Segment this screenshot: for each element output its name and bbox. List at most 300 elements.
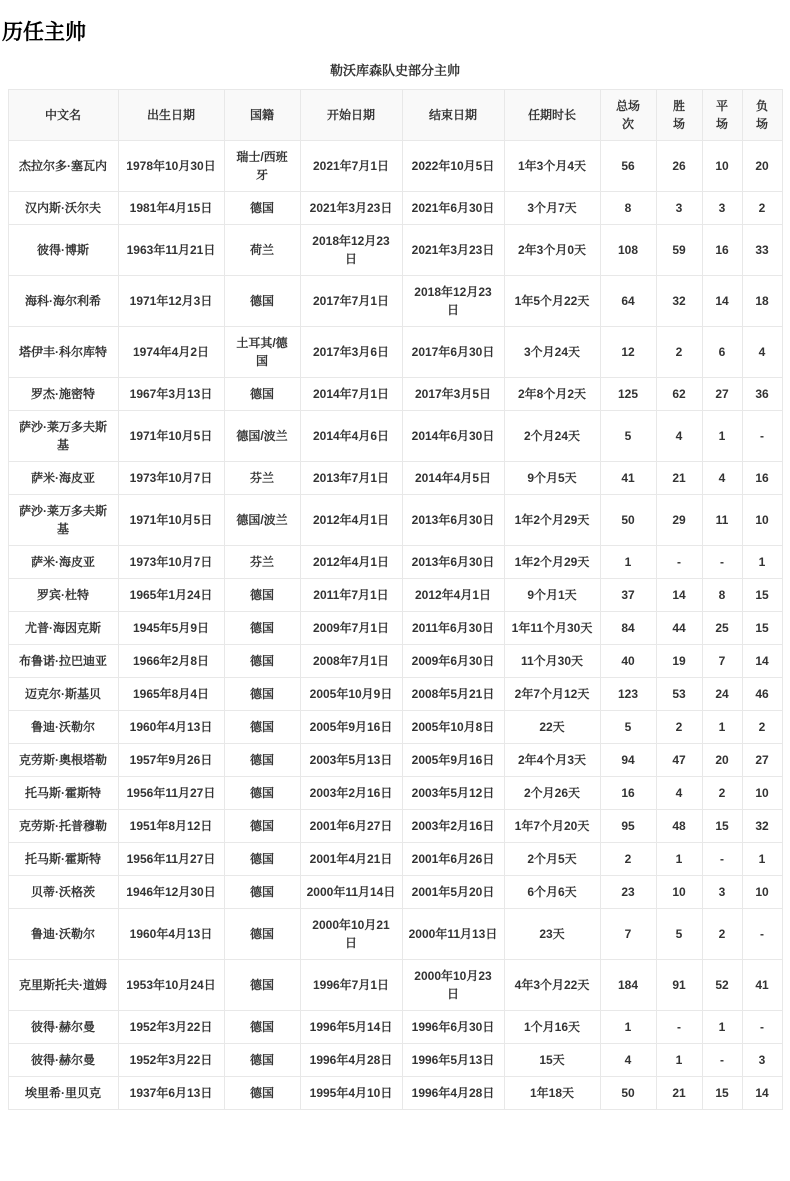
cell-start_date: 2017年7月1日 xyxy=(300,276,402,327)
cell-start_date: 2014年4月6日 xyxy=(300,411,402,462)
cell-wins: 2 xyxy=(656,711,702,744)
cell-end_date: 2014年4月5日 xyxy=(402,462,504,495)
table-row xyxy=(8,744,782,777)
cell-end_date: 2000年11月13日 xyxy=(402,909,504,960)
cell-name: 萨米·海皮亚 xyxy=(8,546,118,579)
table-row xyxy=(8,810,782,843)
cell-end_date: 2017年6月30日 xyxy=(402,327,504,378)
cell-end_date: 1996年4月28日 xyxy=(402,1077,504,1110)
cell-start_date: 1995年4月10日 xyxy=(300,1077,402,1110)
cell-losses: 4 xyxy=(742,327,782,378)
column-header-label: 国籍 xyxy=(249,108,274,122)
cell-duration: 2个月24天 xyxy=(504,411,600,462)
cell-total_matches: 123 xyxy=(600,678,656,711)
column-header-wins xyxy=(656,90,702,141)
cell-losses: 18 xyxy=(742,276,782,327)
cell-total_matches: 1 xyxy=(600,546,656,579)
cell-name: 贝蒂·沃格茨 xyxy=(8,876,118,909)
cell-wins: - xyxy=(656,546,702,579)
cell-duration: 15天 xyxy=(504,1044,600,1077)
cell-birth_date: 1971年12月3日 xyxy=(118,276,224,327)
cell-birth_date: 1963年11月21日 xyxy=(118,225,224,276)
column-header-label: 出生日期 xyxy=(146,108,195,122)
cell-end_date: 2021年3月23日 xyxy=(402,225,504,276)
cell-nationality: 瑞士/西班牙 xyxy=(224,141,300,192)
cell-end_date: 2012年4月1日 xyxy=(402,579,504,612)
cell-draws: 16 xyxy=(702,225,742,276)
cell-draws: 25 xyxy=(702,612,742,645)
cell-end_date: 2011年6月30日 xyxy=(402,612,504,645)
page-title: 历任主帅 xyxy=(2,21,86,44)
cell-name: 彼得·博斯 xyxy=(8,225,118,276)
cell-nationality: 德国 xyxy=(224,1044,300,1077)
cell-end_date: 2013年6月30日 xyxy=(402,495,504,546)
table-row xyxy=(8,192,782,225)
cell-end_date: 1996年6月30日 xyxy=(402,1011,504,1044)
column-header-label: 结束日期 xyxy=(428,108,477,122)
cell-start_date: 2001年4月21日 xyxy=(300,843,402,876)
cell-losses: - xyxy=(742,909,782,960)
cell-birth_date: 1974年4月2日 xyxy=(118,327,224,378)
cell-losses: 20 xyxy=(742,141,782,192)
column-header-birth_date xyxy=(118,90,224,141)
cell-losses: 16 xyxy=(742,462,782,495)
cell-draws: 24 xyxy=(702,678,742,711)
cell-wins: 1 xyxy=(656,1044,702,1077)
cell-end_date: 2001年5月20日 xyxy=(402,876,504,909)
cell-start_date: 2003年2月16日 xyxy=(300,777,402,810)
column-header-label: 任期时长 xyxy=(527,108,576,122)
cell-draws: 1 xyxy=(702,411,742,462)
cell-draws: 2 xyxy=(702,909,742,960)
column-header-label: 胜场 xyxy=(672,99,685,131)
cell-end_date: 2008年5月21日 xyxy=(402,678,504,711)
cell-name: 克劳斯·奥根塔勒 xyxy=(8,744,118,777)
cell-nationality: 德国/波兰 xyxy=(224,495,300,546)
table-row xyxy=(8,777,782,810)
cell-birth_date: 1960年4月13日 xyxy=(118,711,224,744)
column-header-start_date xyxy=(300,90,402,141)
cell-wins: 29 xyxy=(656,495,702,546)
column-header-label: 总场次 xyxy=(615,99,640,131)
cell-total_matches: 1 xyxy=(600,1011,656,1044)
cell-total_matches: 12 xyxy=(600,327,656,378)
cell-total_matches: 40 xyxy=(600,645,656,678)
table-row xyxy=(8,225,782,276)
cell-name: 罗宾·杜特 xyxy=(8,579,118,612)
cell-losses: 14 xyxy=(742,1077,782,1110)
cell-start_date: 2018年12月23日 xyxy=(300,225,402,276)
cell-duration: 9个月1天 xyxy=(504,579,600,612)
cell-birth_date: 1957年9月26日 xyxy=(118,744,224,777)
cell-end_date: 2003年2月16日 xyxy=(402,810,504,843)
cell-wins: 3 xyxy=(656,192,702,225)
table-row xyxy=(8,1077,782,1110)
cell-name: 海科·海尔利希 xyxy=(8,276,118,327)
cell-duration: 1年11个月30天 xyxy=(504,612,600,645)
cell-losses: 1 xyxy=(742,546,782,579)
cell-birth_date: 1952年3月22日 xyxy=(118,1011,224,1044)
cell-nationality: 德国 xyxy=(224,612,300,645)
cell-duration: 1年2个月29天 xyxy=(504,546,600,579)
cell-name: 罗杰·施密特 xyxy=(8,378,118,411)
column-header-end_date xyxy=(402,90,504,141)
column-header-label: 中文名 xyxy=(44,108,81,122)
column-header-total_matches xyxy=(600,90,656,141)
cell-name: 杰拉尔多·塞瓦内 xyxy=(8,141,118,192)
cell-duration: 1年18天 xyxy=(504,1077,600,1110)
cell-nationality: 德国 xyxy=(224,1077,300,1110)
cell-start_date: 2014年7月1日 xyxy=(300,378,402,411)
cell-nationality: 德国 xyxy=(224,378,300,411)
cell-nationality: 德国 xyxy=(224,192,300,225)
cell-duration: 3个月24天 xyxy=(504,327,600,378)
cell-draws: 20 xyxy=(702,744,742,777)
cell-end_date: 2005年9月16日 xyxy=(402,744,504,777)
cell-draws: 2 xyxy=(702,777,742,810)
cell-birth_date: 1956年11月27日 xyxy=(118,843,224,876)
cell-duration: 9个月5天 xyxy=(504,462,600,495)
table-row xyxy=(8,462,782,495)
cell-duration: 2年4个月3天 xyxy=(504,744,600,777)
cell-end_date: 2013年6月30日 xyxy=(402,546,504,579)
cell-duration: 2年8个月2天 xyxy=(504,378,600,411)
table-row xyxy=(8,1011,782,1044)
cell-duration: 2个月5天 xyxy=(504,843,600,876)
cell-draws: - xyxy=(702,843,742,876)
cell-nationality: 德国 xyxy=(224,579,300,612)
cell-draws: 27 xyxy=(702,378,742,411)
cell-start_date: 2009年7月1日 xyxy=(300,612,402,645)
cell-draws: 3 xyxy=(702,192,742,225)
cell-wins: 14 xyxy=(656,579,702,612)
cell-start_date: 2013年7月1日 xyxy=(300,462,402,495)
cell-birth_date: 1956年11月27日 xyxy=(118,777,224,810)
cell-start_date: 1996年7月1日 xyxy=(300,960,402,1011)
cell-draws: 6 xyxy=(702,327,742,378)
cell-wins: 53 xyxy=(656,678,702,711)
cell-draws: 52 xyxy=(702,960,742,1011)
cell-total_matches: 5 xyxy=(600,711,656,744)
cell-draws: - xyxy=(702,1044,742,1077)
cell-draws: 15 xyxy=(702,810,742,843)
cell-total_matches: 23 xyxy=(600,876,656,909)
cell-start_date: 2005年10月9日 xyxy=(300,678,402,711)
cell-duration: 1年3个月4天 xyxy=(504,141,600,192)
table-row xyxy=(8,141,782,192)
cell-birth_date: 1946年12月30日 xyxy=(118,876,224,909)
cell-total_matches: 50 xyxy=(600,495,656,546)
cell-total_matches: 64 xyxy=(600,276,656,327)
cell-end_date: 2001年6月26日 xyxy=(402,843,504,876)
cell-draws: 10 xyxy=(702,141,742,192)
cell-losses: 14 xyxy=(742,645,782,678)
cell-wins: 5 xyxy=(656,909,702,960)
cell-start_date: 2021年3月23日 xyxy=(300,192,402,225)
cell-total_matches: 5 xyxy=(600,411,656,462)
cell-birth_date: 1960年4月13日 xyxy=(118,909,224,960)
cell-nationality: 芬兰 xyxy=(224,462,300,495)
cell-losses: 41 xyxy=(742,960,782,1011)
table-row xyxy=(8,276,782,327)
cell-losses: 2 xyxy=(742,192,782,225)
cell-start_date: 1996年4月28日 xyxy=(300,1044,402,1077)
cell-total_matches: 184 xyxy=(600,960,656,1011)
column-header-name xyxy=(8,90,118,141)
cell-wins: 59 xyxy=(656,225,702,276)
cell-name: 汉内斯·沃尔夫 xyxy=(8,192,118,225)
cell-end_date: 2022年10月5日 xyxy=(402,141,504,192)
cell-total_matches: 94 xyxy=(600,744,656,777)
cell-losses: 32 xyxy=(742,810,782,843)
cell-start_date: 2011年7月1日 xyxy=(300,579,402,612)
cell-birth_date: 1973年10月7日 xyxy=(118,462,224,495)
table-row xyxy=(8,843,782,876)
cell-total_matches: 2 xyxy=(600,843,656,876)
cell-nationality: 土耳其/德国 xyxy=(224,327,300,378)
table-row xyxy=(8,327,782,378)
cell-start_date: 2000年10月21日 xyxy=(300,909,402,960)
cell-nationality: 德国 xyxy=(224,876,300,909)
cell-draws: 7 xyxy=(702,645,742,678)
cell-losses: 2 xyxy=(742,711,782,744)
cell-wins: 19 xyxy=(656,645,702,678)
cell-birth_date: 1965年8月4日 xyxy=(118,678,224,711)
column-header-draws xyxy=(702,90,742,141)
cell-losses: 10 xyxy=(742,876,782,909)
cell-nationality: 德国 xyxy=(224,909,300,960)
cell-total_matches: 8 xyxy=(600,192,656,225)
cell-wins: 4 xyxy=(656,411,702,462)
table-row xyxy=(8,876,782,909)
cell-duration: 22天 xyxy=(504,711,600,744)
cell-total_matches: 84 xyxy=(600,612,656,645)
cell-wins: 44 xyxy=(656,612,702,645)
cell-draws: 1 xyxy=(702,711,742,744)
table-row xyxy=(8,579,782,612)
cell-nationality: 德国 xyxy=(224,678,300,711)
column-header-label: 负场 xyxy=(755,99,768,131)
cell-birth_date: 1951年8月12日 xyxy=(118,810,224,843)
cell-wins: 47 xyxy=(656,744,702,777)
cell-total_matches: 108 xyxy=(600,225,656,276)
cell-name: 迈克尔·斯基贝 xyxy=(8,678,118,711)
cell-duration: 4年3个月22天 xyxy=(504,960,600,1011)
cell-wins: 21 xyxy=(656,462,702,495)
cell-wins: 1 xyxy=(656,843,702,876)
cell-nationality: 德国 xyxy=(224,843,300,876)
cell-total_matches: 7 xyxy=(600,909,656,960)
table-row xyxy=(8,645,782,678)
cell-losses: 36 xyxy=(742,378,782,411)
cell-total_matches: 16 xyxy=(600,777,656,810)
cell-start_date: 2008年7月1日 xyxy=(300,645,402,678)
column-header-label: 平场 xyxy=(715,99,728,131)
cell-start_date: 2012年4月1日 xyxy=(300,495,402,546)
cell-start_date: 1996年5月14日 xyxy=(300,1011,402,1044)
coaches-table xyxy=(8,89,783,1110)
cell-name: 彼得·赫尔曼 xyxy=(8,1011,118,1044)
cell-end_date: 2021年6月30日 xyxy=(402,192,504,225)
cell-end_date: 2017年3月5日 xyxy=(402,378,504,411)
cell-birth_date: 1945年5月9日 xyxy=(118,612,224,645)
cell-end_date: 2014年6月30日 xyxy=(402,411,504,462)
cell-duration: 6个月6天 xyxy=(504,876,600,909)
cell-name: 塔伊丰·科尔库特 xyxy=(8,327,118,378)
table-row xyxy=(8,909,782,960)
cell-name: 鲁迪·沃勒尔 xyxy=(8,711,118,744)
cell-wins: 4 xyxy=(656,777,702,810)
cell-birth_date: 1965年1月24日 xyxy=(118,579,224,612)
cell-draws: 15 xyxy=(702,1077,742,1110)
cell-total_matches: 41 xyxy=(600,462,656,495)
cell-total_matches: 37 xyxy=(600,579,656,612)
cell-wins: 2 xyxy=(656,327,702,378)
cell-total_matches: 125 xyxy=(600,378,656,411)
cell-wins: 32 xyxy=(656,276,702,327)
table-row xyxy=(8,546,782,579)
cell-duration: 1个月16天 xyxy=(504,1011,600,1044)
table-row xyxy=(8,612,782,645)
cell-losses: 33 xyxy=(742,225,782,276)
cell-nationality: 德国/波兰 xyxy=(224,411,300,462)
table-row xyxy=(8,411,782,462)
cell-wins: 10 xyxy=(656,876,702,909)
cell-duration: 2年7个月12天 xyxy=(504,678,600,711)
cell-losses: 10 xyxy=(742,495,782,546)
cell-start_date: 2021年7月1日 xyxy=(300,141,402,192)
cell-duration: 2年3个月0天 xyxy=(504,225,600,276)
cell-total_matches: 95 xyxy=(600,810,656,843)
column-header-duration xyxy=(504,90,600,141)
column-header-losses xyxy=(742,90,782,141)
cell-nationality: 德国 xyxy=(224,960,300,1011)
page xyxy=(0,20,790,1110)
cell-birth_date: 1953年10月24日 xyxy=(118,960,224,1011)
cell-total_matches: 50 xyxy=(600,1077,656,1110)
cell-birth_date: 1937年6月13日 xyxy=(118,1077,224,1110)
cell-total_matches: 56 xyxy=(600,141,656,192)
cell-wins: 48 xyxy=(656,810,702,843)
cell-duration: 2个月26天 xyxy=(504,777,600,810)
cell-birth_date: 1973年10月7日 xyxy=(118,546,224,579)
cell-name: 尤普·海因克斯 xyxy=(8,612,118,645)
table-row xyxy=(8,678,782,711)
cell-wins: - xyxy=(656,1011,702,1044)
cell-duration: 1年5个月22天 xyxy=(504,276,600,327)
cell-birth_date: 1971年10月5日 xyxy=(118,495,224,546)
cell-wins: 91 xyxy=(656,960,702,1011)
cell-losses: 27 xyxy=(742,744,782,777)
column-header-label: 开始日期 xyxy=(326,108,375,122)
cell-name: 埃里希·里贝克 xyxy=(8,1077,118,1110)
column-header-nationality xyxy=(224,90,300,141)
cell-duration: 3个月7天 xyxy=(504,192,600,225)
cell-losses: 15 xyxy=(742,612,782,645)
cell-losses: 10 xyxy=(742,777,782,810)
cell-birth_date: 1981年4月15日 xyxy=(118,192,224,225)
cell-wins: 62 xyxy=(656,378,702,411)
cell-draws: 14 xyxy=(702,276,742,327)
cell-nationality: 德国 xyxy=(224,810,300,843)
cell-draws: 8 xyxy=(702,579,742,612)
table-row xyxy=(8,378,782,411)
cell-start_date: 2001年6月27日 xyxy=(300,810,402,843)
cell-duration: 1年7个月20天 xyxy=(504,810,600,843)
cell-duration: 1年2个月29天 xyxy=(504,495,600,546)
cell-start_date: 2005年9月16日 xyxy=(300,711,402,744)
cell-duration: 23天 xyxy=(504,909,600,960)
cell-name: 克里斯托夫·道姆 xyxy=(8,960,118,1011)
cell-name: 萨沙·莱万多夫斯基 xyxy=(8,411,118,462)
table-row xyxy=(8,960,782,1011)
cell-name: 布鲁诺·拉巴迪亚 xyxy=(8,645,118,678)
cell-total_matches: 4 xyxy=(600,1044,656,1077)
cell-birth_date: 1971年10月5日 xyxy=(118,411,224,462)
cell-nationality: 德国 xyxy=(224,645,300,678)
cell-draws: 11 xyxy=(702,495,742,546)
cell-start_date: 2000年11月14日 xyxy=(300,876,402,909)
cell-wins: 26 xyxy=(656,141,702,192)
cell-birth_date: 1967年3月13日 xyxy=(118,378,224,411)
cell-losses: 46 xyxy=(742,678,782,711)
cell-name: 彼得·赫尔曼 xyxy=(8,1044,118,1077)
cell-nationality: 德国 xyxy=(224,744,300,777)
table-row xyxy=(8,1044,782,1077)
cell-nationality: 德国 xyxy=(224,1011,300,1044)
cell-draws: - xyxy=(702,546,742,579)
cell-losses: - xyxy=(742,1011,782,1044)
cell-end_date: 2009年6月30日 xyxy=(402,645,504,678)
cell-name: 萨沙·莱万多夫斯基 xyxy=(8,495,118,546)
cell-wins: 21 xyxy=(656,1077,702,1110)
table-header-row xyxy=(8,90,782,141)
cell-nationality: 德国 xyxy=(224,711,300,744)
cell-draws: 3 xyxy=(702,876,742,909)
cell-start_date: 2017年3月6日 xyxy=(300,327,402,378)
cell-name: 克劳斯·托普穆勒 xyxy=(8,810,118,843)
cell-losses: - xyxy=(742,411,782,462)
cell-name: 鲁迪·沃勒尔 xyxy=(8,909,118,960)
cell-nationality: 德国 xyxy=(224,777,300,810)
cell-end_date: 2003年5月12日 xyxy=(402,777,504,810)
cell-end_date: 1996年5月13日 xyxy=(402,1044,504,1077)
cell-end_date: 2018年12月23日 xyxy=(402,276,504,327)
cell-name: 托马斯·霍斯特 xyxy=(8,777,118,810)
cell-birth_date: 1966年2月8日 xyxy=(118,645,224,678)
table-caption: 勒沃库森队史部分主帅 xyxy=(329,63,460,78)
table-row xyxy=(8,495,782,546)
cell-end_date: 2000年10月23日 xyxy=(402,960,504,1011)
cell-birth_date: 1978年10月30日 xyxy=(118,141,224,192)
cell-start_date: 2003年5月13日 xyxy=(300,744,402,777)
cell-losses: 15 xyxy=(742,579,782,612)
cell-name: 托马斯·霍斯特 xyxy=(8,843,118,876)
cell-end_date: 2005年10月8日 xyxy=(402,711,504,744)
cell-nationality: 德国 xyxy=(224,276,300,327)
cell-draws: 4 xyxy=(702,462,742,495)
cell-nationality: 芬兰 xyxy=(224,546,300,579)
cell-nationality: 荷兰 xyxy=(224,225,300,276)
cell-losses: 1 xyxy=(742,843,782,876)
cell-draws: 1 xyxy=(702,1011,742,1044)
cell-duration: 11个月30天 xyxy=(504,645,600,678)
cell-losses: 3 xyxy=(742,1044,782,1077)
cell-start_date: 2012年4月1日 xyxy=(300,546,402,579)
cell-name: 萨米·海皮亚 xyxy=(8,462,118,495)
table-row xyxy=(8,711,782,744)
cell-birth_date: 1952年3月22日 xyxy=(118,1044,224,1077)
